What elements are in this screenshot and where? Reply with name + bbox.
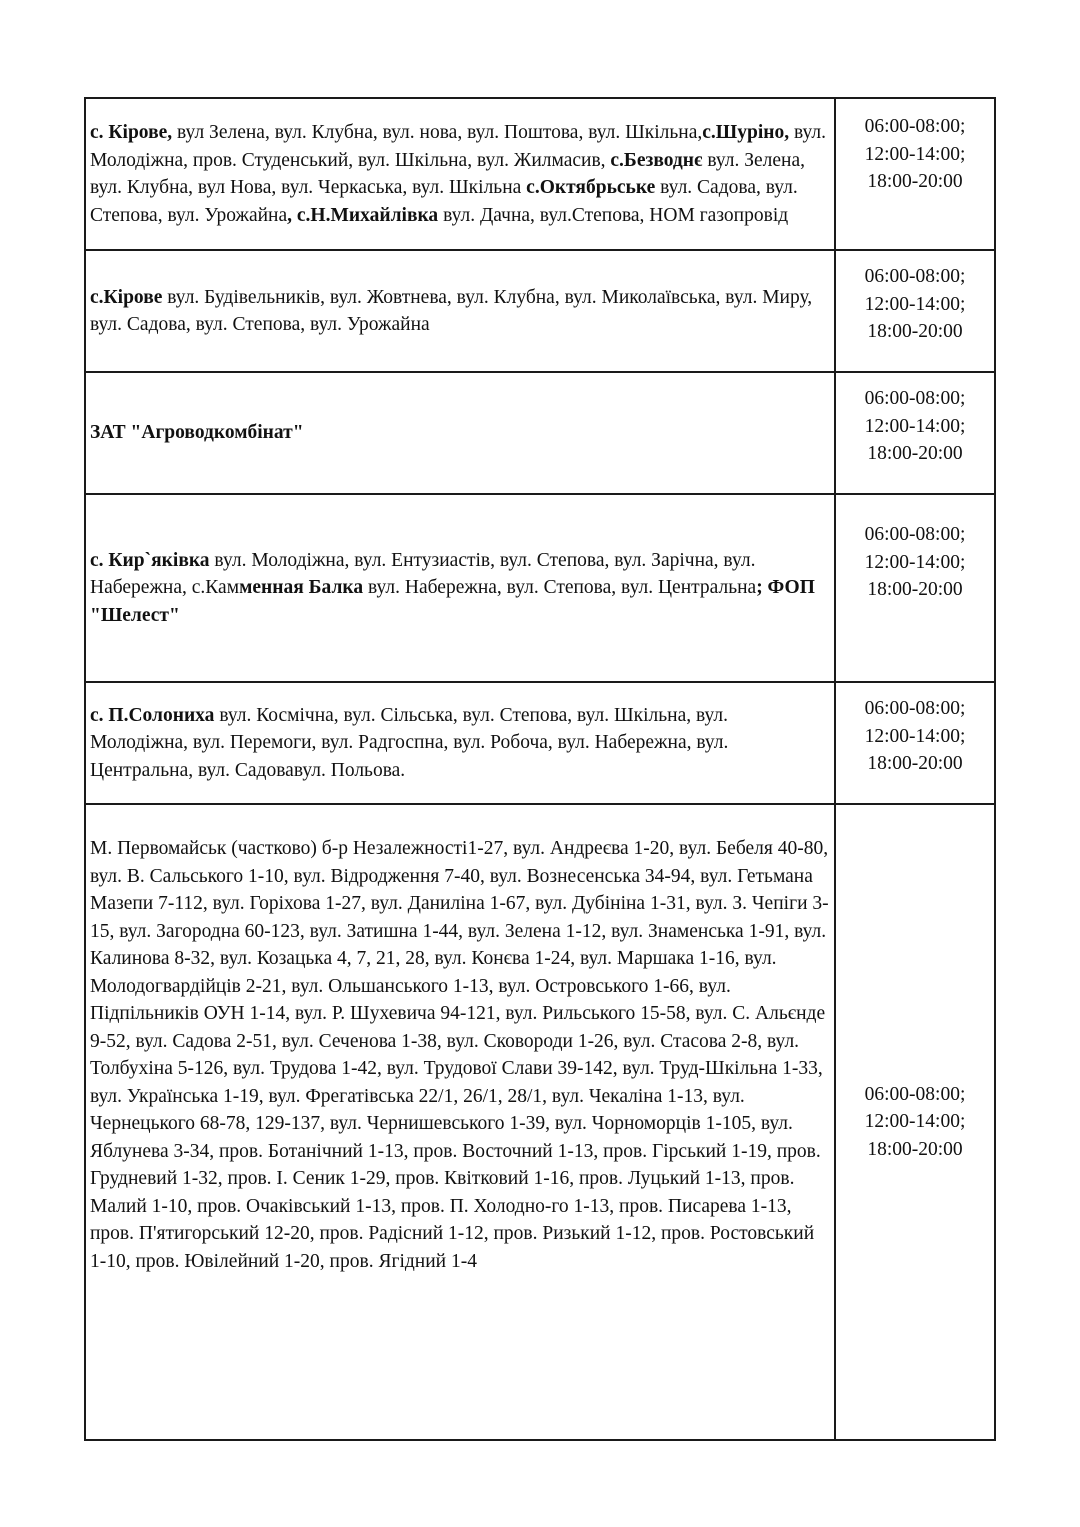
time-slot: 12:00-14:00; [864,293,966,315]
settlement-name: с. Кірове, [90,122,173,143]
time-cell [835,804,995,1440]
time-slot: 12:00-14:00; [864,1111,966,1133]
time-cell [835,682,995,804]
settlement-name: с.Кірове [90,286,163,308]
time-slot: 18:00-20:00 [867,753,963,774]
time-slot: 06:00-08:00; [864,266,966,287]
time-slot: 18:00-20:00 [867,171,963,192]
areas-cell [85,372,835,494]
settlement-name: с.Шуріно, [702,122,790,143]
areas-cell [85,804,835,1440]
streets-text: вул. Зелена, вул. Клубна, вул Нова, вул. Черкаська, вул. Шкільна [90,149,806,198]
settlement-name: с. Кир`яківка [90,549,210,571]
streets-text: вул. Будівельників, вул. Жовтнева, вул. Клубна, вул. Миколаївська, вул. Миру, вул. Садова, вул. Степова, вул. Урожайна [90,286,813,335]
time-cell [835,98,995,250]
streets-text: вул. Космічна, вул. Сільська, вул. Степова, вул. Шкільна, вул. Молодіжна, вул. Перемоги, вул. Радгоспна, вул. Робоча, вул. Набережна, вул. Центральна, вул. Садовавул. Польова. [90,704,729,781]
areas-cell [85,98,835,250]
time-slot: 06:00-08:00; [864,524,966,545]
time-slot: 06:00-08:00; [864,698,966,719]
company-name: ; ФОП "Шелест" [90,577,815,626]
time-cell [835,250,995,372]
settlement-name: с. П.Солониха [90,704,215,726]
settlement-name: с.Октябрьське [526,177,656,198]
time-slot: 12:00-14:00; [864,725,966,747]
streets-text: вул. Набережна, вул. Степова, вул. Центральна [363,577,757,599]
time-slot: 12:00-14:00; [864,415,966,437]
time-slot: 18:00-20:00 [867,579,963,600]
time-slot: 12:00-14:00; [864,143,966,165]
table-row [85,98,995,250]
time-cell [835,372,995,494]
time-slot: 12:00-14:00; [864,551,966,573]
company-name: ЗАТ "Агроводкомбінат" [90,422,304,444]
time-slot: 18:00-20:00 [867,321,963,342]
settlement-name: менная Балка [239,577,364,599]
table-row [85,372,995,494]
time-slot: 06:00-08:00; [864,116,966,137]
table-row [85,682,995,804]
streets-text: вул. Молодіжна, пров. Студенський, вул. Шкільна, вул. Жилмасив, [90,122,827,171]
areas-cell [85,250,835,372]
time-slot: 18:00-20:00 [867,443,963,464]
streets-text: вул. Садова, вул. Степова, вул. Урожайна [90,177,798,226]
streets-text: вул. Молодіжна, вул. Ентузиастів, вул. Степова, вул. Зарічна, вул. Набережна, с.Кам [90,549,756,599]
separator-comma: , [287,204,293,226]
schedule-table [84,97,996,1441]
streets-text: М. Первомайськ (частково) б-р Незалежності1-27, вул. Андреєва 1-20, вул. Бебеля 40-80, вул. В. Сальського 1-10, вул. Відродження 7-40, вул. Вознесенська 34-94, вул. Гетьмана Мазепи 7-112, вул. Горіхова 1-27, вул. Даниліна 1-67, вул. Дубініна 1-31, вул. З. Чепіги 3-15, вул. Загородна 60-123, вул. Затишна 1-44, вул. Зелена 1-12, вул. Знаменська 1-91, вул. Калинова 8-32, вул. Козацька 4, 7, 21, 28, вул. Конєва 1-24, вул. Маршака 1-16, вул. Молодогвардійців 2-21, вул. Ольшанського 1-13, вул. Островського 1-66, вул. Підпільників ОУН 1-14, вул. Р. Шухевича 94-121, вул. Рильського 15-58, вул. С. Альєнде 9-52, вул. Садова 2-51, вул. Сеченова 1-38, вул. Сковороди 1-26, вул. Стасова 2-8, вул. Толбухіна 5-126, вул. Трудова 1-42, вул. Трудової Слави 39-142, вул. Труд-Шкільна 1-33, вул. Українська 1-19, вул. Фрегатівська 22/1, 26/1, 28/1, вул. Чекаліна 1-13, вул. Чернецького 68-78, 129-137, вул. Чернишевського 1-39, вул. Чорноморців 1-105, вул. Яблунева 3-34, пров. Ботанічний 1-13, пров. Восточний 1-13, пров. Гірський 1-19, пров. Грудневий 1-32, пров. І. Сеник 1-29, пров. Квітковий 1-16, пров. Луцький 1-13, пров. Малий 1-10, пров. Очаківський 1-13, пров. П. Холодно-го 1-13, пров. Писарева 1-13, пров. П'ятигорський 12-20, пров. Радісний 1-12, пров. Ризький 1-12, пров. Ростовський 1-10, пров. Ювілейний 1-20, пров. Ягідний 1-4 [90,838,829,1272]
areas-cell [85,494,835,682]
streets-text: вул. Дачна, вул.Степова, НОМ газопровід [438,204,789,226]
streets-text: вул Зелена, вул. Клубна, вул. нова, вул. Поштова, вул. Шкільна, [172,122,703,143]
settlement-name: с.Н.Михайлівка [296,204,439,226]
time-cell [835,494,995,682]
areas-cell [85,682,835,804]
time-slot: 06:00-08:00; [864,1083,966,1105]
time-slot: 06:00-08:00; [864,388,966,409]
table-row [85,494,995,682]
time-slot: 18:00-20:00 [867,1138,963,1160]
table-row [85,804,995,1440]
settlement-name: с.Безводнє [610,149,703,171]
table-row [85,250,995,372]
